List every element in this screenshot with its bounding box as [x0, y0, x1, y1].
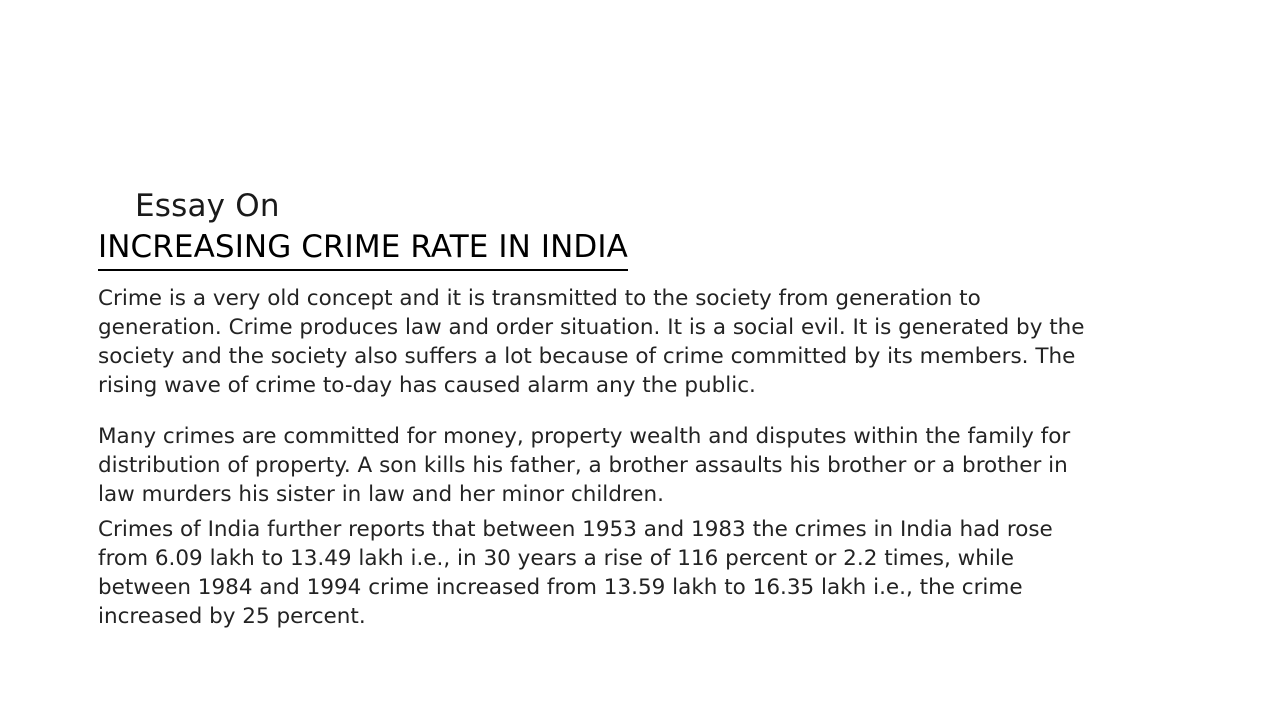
paragraph: Crime is a very old concept and it is transmitted to the society from generation to generation. Crime produces law and order situation. It is a social evil. It is generated by the society and the society also suffers a lot because of crime committed by its members. The rising wave of crime to-day has caused alarm any the public.: [98, 286, 1085, 398]
body-text: [98, 284, 1108, 631]
slide-content: [98, 186, 1108, 631]
paragraph: Crimes of India further reports that between 1953 and 1983 the crimes in India had rose from 6.09 lakh to 13.49 lakh i.e., in 30 years a rise of 116 percent or 2.2 times, while between 1984 and 1994 crime increased from 13.59 lakh to 16.35 lakh i.e., the crime increased by 25 percent.: [98, 517, 1053, 629]
paragraph: Many crimes are committed for money, property wealth and disputes within the family for distribution of property. A son kills his father, a brother assaults his brother or a brother in law murders his sister in law and her minor children.: [98, 424, 1071, 507]
page-title: INCREASING CRIME RATE IN INDIA: [98, 226, 628, 271]
slide-title-wrapper: [98, 226, 1108, 271]
slide-subtitle: Essay On: [135, 188, 280, 224]
